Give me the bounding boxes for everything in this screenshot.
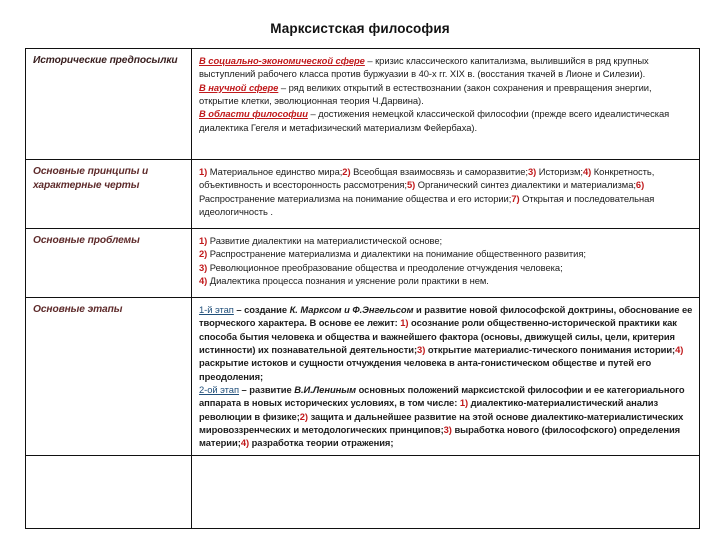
stage-emphasis: К. Марксом и Ф.Энгельсом (289, 304, 414, 315)
paragraph (199, 165, 693, 218)
list-marker: 3) (527, 166, 537, 177)
list-item: Революционное преобразование общества и преодоление отчуждения человека; (207, 261, 563, 273)
list-marker: 4) (199, 275, 208, 287)
list-item: разработка теории отражения; (249, 437, 394, 449)
paragraph-stage-2 (199, 383, 693, 450)
list-marker: 1) (400, 317, 409, 329)
list-item: Развитие диалектики на материалистической основе; (207, 235, 443, 246)
list-item: раскрытие истоков и сущности отчуждения человека в анта-гонистическом обществе и путей его преодоления; (199, 357, 652, 382)
stage-lead: – создание (233, 304, 290, 315)
row-label: Исторические предпосылки (33, 55, 178, 66)
row-label: Основные принципы и характерные черты (33, 166, 149, 192)
list-item: Материальное единство мира; (207, 166, 343, 177)
list-item: Распространение материализма и диалектики на понимание общественного развития; (207, 248, 586, 260)
list-marker: 1) (459, 397, 469, 409)
table-row (26, 298, 700, 456)
list-marker: 3) (199, 261, 208, 273)
list-item: Распространение материализма на понимание общества и его истории; (199, 192, 512, 204)
row-label: Основные этапы (33, 304, 123, 315)
row-label-cell-stages (26, 298, 192, 456)
list-marker: 5) (406, 179, 416, 191)
row-label-cell-historical-preconditions (26, 49, 192, 160)
list-item: выработка нового (философского) определения материи; (199, 424, 681, 449)
list-item: диалектико-материалистический анализ революции в физике; (199, 397, 659, 422)
list-marker: 4) (582, 166, 592, 177)
row-content-cell-principles (192, 160, 700, 229)
row-label-cell-problems (26, 229, 192, 298)
list-item: Открытая и последовательная идеологичность . (199, 192, 655, 218)
content-table-wrapper (25, 48, 700, 529)
stage-link-2[interactable]: 2-ой этап (199, 384, 239, 396)
table-row (26, 49, 700, 160)
paragraph-text: – достижения немецкой классической философии (прежде всего идеалистическая диалектика Гегеля и метафизический материализм Фейербаха). (199, 108, 670, 133)
list-item: открытие материалис-тического понимания истории; (425, 344, 676, 356)
row-content-cell-problems (192, 229, 700, 298)
inline-heading: В научной сфере (199, 81, 279, 93)
inline-heading: В социально-экономической сфере (199, 55, 365, 66)
stage-body: основных положений марксистской философии и ее категориального аппарата в новых исторических условиях, в том числе: (199, 384, 685, 409)
page-title: Марксистская философия (270, 21, 450, 36)
paragraph (199, 107, 693, 134)
list-item: Конкретность, объективность и всесторонность рассмотрения; (199, 166, 655, 191)
paragraph (199, 261, 693, 274)
list-marker: 6) (635, 179, 645, 191)
paragraph (199, 234, 693, 247)
table-row (26, 160, 700, 229)
paragraph-stage-1 (199, 303, 693, 383)
list-marker: 2) (342, 166, 351, 177)
inline-heading: В области философии (199, 108, 308, 120)
paragraph-text: – ряд великих открытий в естествознании (закон сохранения и превращения энергии, открытие клетки, эволюционная теория Ч.Дарвина). (199, 81, 652, 107)
list-marker: 3) (443, 424, 452, 436)
marxist-philosophy-table (25, 48, 700, 529)
row-label-cell-principles (26, 160, 192, 229)
list-marker: 7) (511, 192, 520, 204)
stage-body: и развитие новой философской доктрины, обоснование ее творческого характера. В основе ее лежит: (199, 304, 693, 329)
table-row (26, 229, 700, 298)
paragraph (199, 247, 693, 260)
list-marker: 2) (299, 410, 309, 422)
row-content-cell-stages (192, 298, 700, 456)
stage-emphasis: В.И.Лениным (294, 384, 357, 396)
list-marker: 4) (675, 344, 684, 356)
paragraph-text: – кризис классического капитализма, вылившийся в ряд крупных выступлений рабочего класса против буржуазии в 40-х гг. XIX в. (восстания ткачей в Лионе и Силезии). (199, 55, 649, 80)
table-row-empty (26, 455, 700, 528)
list-item: Всеобщая взаимосвязь и саморазвитие; (350, 166, 528, 177)
list-item: Диалектика процесса познания и уяснение роли практики в нем. (207, 275, 489, 287)
list-item: Историзм; (536, 166, 583, 177)
paragraph (199, 274, 693, 287)
row-label: Основные проблемы (33, 235, 140, 246)
list-marker: 1) (199, 235, 208, 246)
list-item: защита и дальнейшее развитие на этой основе диалектико-материалистических мировоззренческих и методологических принципов; (199, 410, 684, 436)
row-content-cell-historical-preconditions (192, 49, 700, 160)
list-marker: 1) (199, 166, 208, 177)
list-marker: 2) (199, 248, 208, 260)
list-marker: 3) (417, 344, 426, 356)
stage-link-1[interactable]: 1-й этап (199, 304, 234, 315)
row-content-cell-empty (192, 455, 700, 528)
row-label-cell-empty (26, 455, 192, 528)
list-item: осознание роли общественно-исторической практики как способа бытия человека и общества и важнейшего фактора (основы, движущей силы, цели, критерия истинности) их познавательной деятельности; (199, 317, 677, 356)
list-marker: 4) (240, 437, 250, 449)
list-item: Органический синтез диалектики и материализма; (415, 179, 636, 191)
paragraph (199, 54, 693, 81)
stage-lead: – развитие (239, 384, 295, 396)
paragraph (199, 81, 693, 108)
